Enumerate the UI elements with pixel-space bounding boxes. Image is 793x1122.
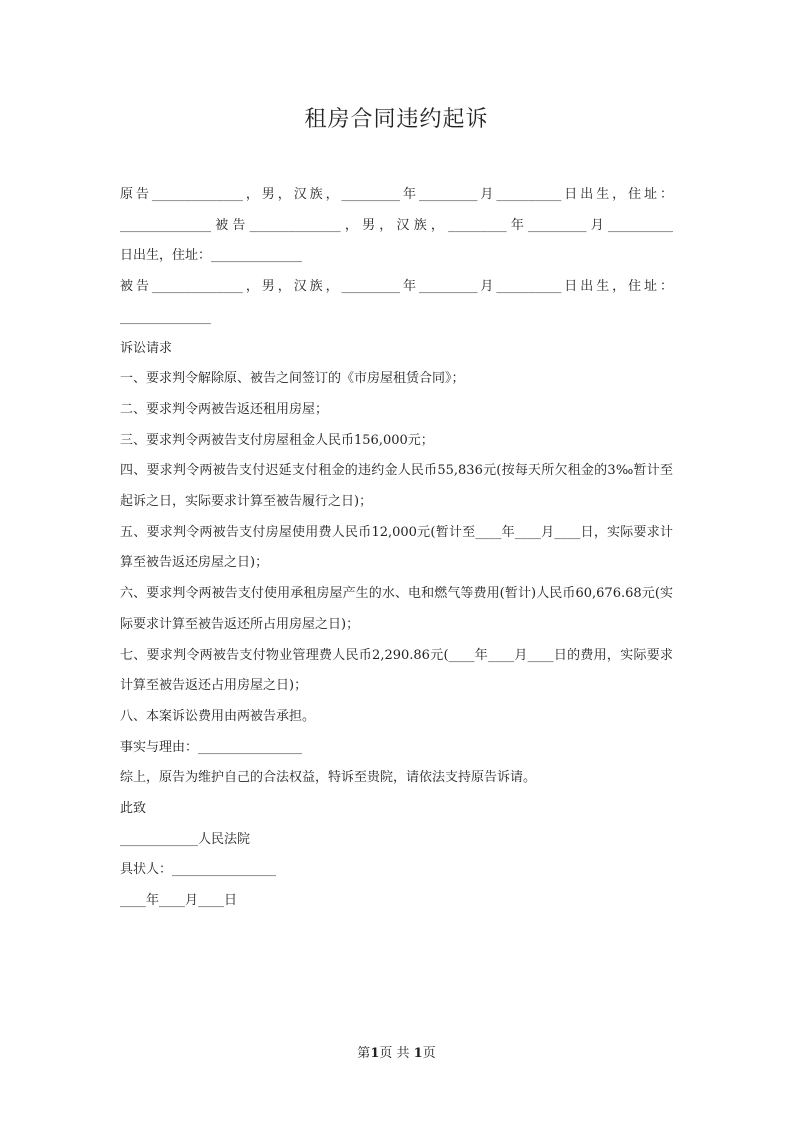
salutation: 此致 bbox=[120, 801, 147, 817]
claim-6: 六、要求判令两被告支付使用承租房屋产生的水、电和燃气等费用(暂计)人民币60,676.68元(实 bbox=[120, 586, 673, 602]
defendant-line-1: ______________被告______________，男，汉族，_________年_________月__________ bbox=[120, 217, 673, 233]
defendant-line-2-cont: ______________ bbox=[120, 309, 211, 325]
page-suffix: 页 bbox=[422, 1046, 436, 1061]
document-body bbox=[120, 180, 673, 917]
defendant-line-1-cont: 日出生，住址：______________ bbox=[120, 248, 303, 264]
court-name: ____________人民法院 bbox=[120, 831, 251, 847]
page-mid: 页 共 bbox=[379, 1046, 410, 1061]
plaintiff-line: 原告______________，男，汉族，_________年_________月__________日出生，住址： bbox=[120, 187, 673, 202]
conclusion: 综上，原告为维护自己的合法权益，特诉至贵院，请依法支持原告诉请。 bbox=[120, 770, 537, 786]
claim-5-cont: 算至被告返还房屋之日)； bbox=[120, 555, 269, 571]
claim-7: 七、要求判令两被告支付物业管理费人民币2,290.86元(____年____月____日的费用，实际要求 bbox=[120, 647, 673, 663]
claims-heading: 诉讼请求 bbox=[120, 340, 173, 356]
claim-3: 三、要求判令两被告支付房屋租金人民币156,000元； bbox=[120, 432, 434, 448]
page-footer bbox=[0, 1042, 793, 1061]
page-current: 1 bbox=[370, 1046, 380, 1061]
claim-6-cont: 际要求计算至被告返还所占用房屋之日)； bbox=[120, 616, 360, 632]
claim-8: 八、本案诉讼费用由两被告承担。 bbox=[120, 708, 316, 724]
document-title: 租房合同违约起诉 bbox=[304, 107, 489, 132]
facts-and-reasons: 事实与理由：________________ bbox=[120, 739, 303, 755]
claim-1: 一、要求判令解除原、被告之间签订的《市房屋租赁合同》； bbox=[120, 371, 465, 387]
signing-date: ____年____月____日 bbox=[120, 893, 238, 909]
claim-4: 四、要求判令两被告支付迟延支付租金的违约金人民币55,836元(按每天所欠租金的3‰暂计至 bbox=[120, 463, 673, 479]
claim-7-cont: 计算至被告返还占用房屋之日)； bbox=[120, 678, 308, 694]
defendant-line-2: 被告______________，男，汉族，_________年_________月__________日出生，住址： bbox=[120, 279, 673, 295]
page-total: 1 bbox=[413, 1046, 423, 1061]
claim-5: 五、要求判令两被告支付房屋使用费人民币12,000元(暂计至____年____月____日，实际要求计 bbox=[120, 524, 673, 540]
claim-4-cont: 起诉之日，实际要求计算至被告履行之日)； bbox=[120, 494, 373, 510]
claim-2: 二、要求判令两被告返还租用房屋； bbox=[120, 401, 329, 417]
page-prefix: 第 bbox=[357, 1046, 371, 1061]
signatory: 具状人：________________ bbox=[120, 862, 277, 878]
